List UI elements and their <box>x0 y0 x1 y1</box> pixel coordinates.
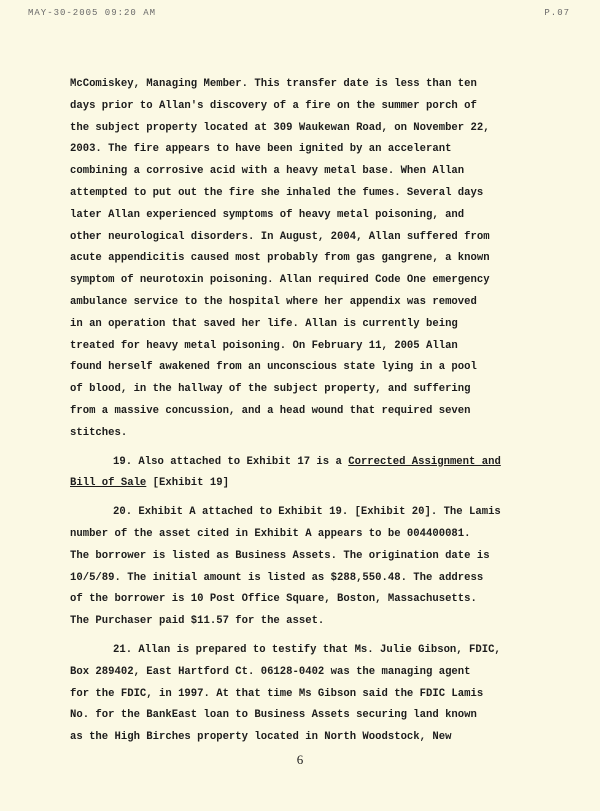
text-line: stitches. <box>70 426 128 439</box>
text-line: The borrower is listed as Business Assets. The origination date is <box>70 549 490 562</box>
paragraph-21 <box>70 640 540 749</box>
text-line <box>70 473 540 495</box>
text-line: The Purchaser paid $11.57 for the asset. <box>70 615 325 628</box>
page-number: 6 <box>296 752 304 767</box>
paragraph-intro <box>70 74 540 445</box>
exhibit-title-underlined: Bill of Sale <box>70 477 147 490</box>
paragraph-20 <box>70 502 540 633</box>
para19-suffix: [Exhibit 19] <box>146 477 229 490</box>
text-line: other neurological disorders. In August, 2004, Allan suffered from <box>70 230 490 243</box>
fax-timestamp: MAY-30-2005 09:20 AM <box>28 8 157 18</box>
text-line: number of the asset cited in Exhibit A appears to be 004400081. <box>70 527 471 540</box>
text-line: later Allan experienced symptoms of heavy metal poisoning, and <box>70 208 465 221</box>
text-line: 20. Exhibit A attached to Exhibit 19. [Exhibit 20]. The Lamis <box>113 506 501 519</box>
para19-prefix: 19. Also attached to Exhibit 17 is a <box>113 455 349 468</box>
text-line: the subject property located at 309 Waukewan Road, on November 22, <box>70 121 490 134</box>
text-line: found herself awakened from an unconscious state lying in a pool <box>70 361 477 374</box>
text-line: treated for heavy metal poisoning. On February 11, 2005 Allan <box>70 339 458 352</box>
text-line <box>70 452 540 474</box>
text-line: 21. Allan is prepared to testify that Ms. Julie Gibson, FDIC, <box>113 643 501 656</box>
text-line: days prior to Allan's discovery of a fire on the summer porch of <box>70 99 477 112</box>
text-line: ambulance service to the hospital where her appendix was removed <box>70 295 477 308</box>
text-line: No. for the BankEast loan to Business Assets securing land known <box>70 709 477 722</box>
text-line: symptom of neurotoxin poisoning. Allan required Code One emergency <box>70 274 490 287</box>
exhibit-title-underlined: Corrected Assignment and <box>348 455 501 468</box>
text-line: 2003. The fire appears to have been ignited by an accelerant <box>70 143 452 156</box>
text-line: for the FDIC, in 1997. At that time Ms Gibson said the FDIC Lamis <box>70 687 484 700</box>
document-body <box>70 74 540 749</box>
text-line: attempted to put out the fire she inhaled the fumes. Several days <box>70 186 484 199</box>
text-line: McComiskey, Managing Member. This transfer date is less than ten <box>70 78 477 90</box>
text-line: from a massive concussion, and a head wound that required seven <box>70 404 471 417</box>
text-line: as the High Birches property located in North Woodstock, New <box>70 731 452 744</box>
text-line: 10/5/89. The initial amount is listed as $288,550.48. The address <box>70 571 484 584</box>
paragraph-19 <box>70 452 540 496</box>
text-line: Box 289402, East Hartford Ct. 06128-0402 was the managing agent <box>70 665 471 678</box>
text-line: of blood, in the hallway of the subject property, and suffering <box>70 383 471 396</box>
text-line: combining a corrosive acid with a heavy metal base. When Allan <box>70 165 465 178</box>
text-line: acute appendicitis caused most probably from gas gangrene, a known <box>70 252 490 265</box>
text-line: in an operation that saved her life. Allan is currently being <box>70 317 458 330</box>
text-line: of the borrower is 10 Post Office Square, Boston, Massachusetts. <box>70 593 477 606</box>
fax-page-number: P.07 <box>544 8 570 18</box>
